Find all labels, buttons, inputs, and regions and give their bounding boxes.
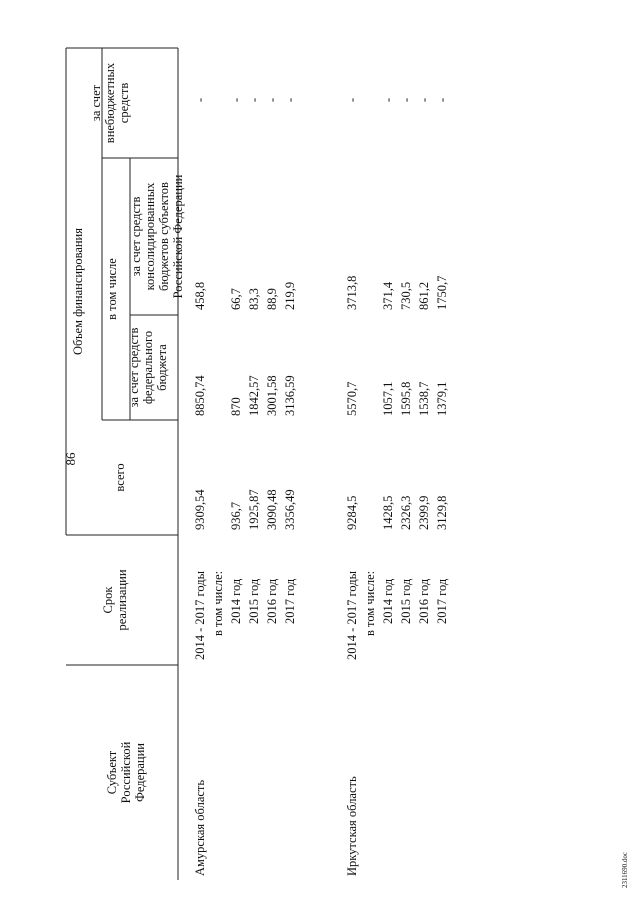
region-name: Иркутская область xyxy=(345,776,359,876)
header-subject: Субъект xyxy=(105,750,119,795)
row-total: 3090,48 xyxy=(265,489,279,530)
row-total: 9284,5 xyxy=(345,495,359,530)
row-federal: 1538,7 xyxy=(417,381,431,416)
row-regional: 66,7 xyxy=(229,288,243,310)
row-federal: 1379,1 xyxy=(435,381,449,416)
row-offbudget: - xyxy=(345,97,359,103)
header-offbudget: внебюджетных xyxy=(103,62,117,144)
page-number: 86 xyxy=(63,452,78,466)
header-total: всего xyxy=(113,463,127,492)
header-subject: Российской xyxy=(119,741,133,804)
row-offbudget: - xyxy=(399,97,413,103)
header-federal: за счет средств xyxy=(127,327,141,408)
row-regional: 3713,8 xyxy=(345,275,359,310)
row-total: 1925,87 xyxy=(247,489,261,530)
row-federal: 3136,59 xyxy=(283,375,297,416)
row-regional: 88,9 xyxy=(265,288,279,310)
row-offbudget: - xyxy=(247,97,261,103)
row-total: 9309,54 xyxy=(193,489,207,530)
row-total: 3129,8 xyxy=(435,495,449,530)
row-federal: 1842,57 xyxy=(247,375,261,416)
row-regional: 458,8 xyxy=(193,281,207,310)
row-regional: 83,3 xyxy=(247,288,261,310)
row-term: 2014 - 2017 годы xyxy=(345,570,359,660)
row-federal: 1057,1 xyxy=(381,381,395,416)
header-regional: Российской Федерации xyxy=(171,174,185,299)
row-total: 2326,3 xyxy=(399,495,413,530)
row-total: 3356,49 xyxy=(283,489,297,530)
row-regional: 371,4 xyxy=(381,281,395,310)
footer-doc-name: 2311690.doc xyxy=(621,851,629,889)
row-term: 2014 - 2017 годы xyxy=(193,570,207,660)
row-term: 2015 год xyxy=(399,578,413,624)
row-offbudget: - xyxy=(435,97,449,103)
row-regional: 730,5 xyxy=(399,281,413,310)
header-term: реализации xyxy=(115,569,129,631)
row-term: 2016 год xyxy=(265,578,279,624)
row-term: в том числе: xyxy=(211,570,225,636)
row-offbudget: - xyxy=(283,97,297,103)
row-term: 2017 год xyxy=(283,578,297,624)
row-federal: 5570,7 xyxy=(345,381,359,416)
header-including: в том числе xyxy=(105,258,119,320)
row-offbudget: - xyxy=(193,97,207,103)
header-subject: Федерации xyxy=(133,742,147,803)
row-federal: 8850,74 xyxy=(193,375,207,416)
row-offbudget: - xyxy=(381,97,395,103)
header-federal: федерального xyxy=(141,330,155,405)
header-regional: за счет средств xyxy=(129,196,143,277)
row-term: 2016 год xyxy=(417,578,431,624)
header-offbudget: за счет xyxy=(89,84,103,122)
row-term: 2014 год xyxy=(381,578,395,624)
row-offbudget: - xyxy=(417,97,431,103)
row-federal: 870 xyxy=(229,397,243,416)
header-regional: консолидированных xyxy=(143,182,157,291)
row-regional: 861,2 xyxy=(417,281,431,310)
row-total: 936,7 xyxy=(229,501,243,530)
region-name: Амурская область xyxy=(193,779,207,876)
row-total: 1428,5 xyxy=(381,495,395,530)
row-total: 2399,9 xyxy=(417,495,431,530)
row-offbudget: - xyxy=(265,97,279,103)
row-offbudget: - xyxy=(229,97,243,103)
header-funding: Объем финансирования xyxy=(71,228,85,355)
row-term: 2015 год xyxy=(247,578,261,624)
row-term: 2014 год xyxy=(229,578,243,624)
row-term: 2017 год xyxy=(435,578,449,624)
header-offbudget: средств xyxy=(117,82,131,124)
header-term: Срок xyxy=(101,586,115,614)
row-regional: 1750,7 xyxy=(435,275,449,310)
row-federal: 1595,8 xyxy=(399,381,413,416)
row-regional: 219,9 xyxy=(283,281,297,310)
row-term: в том числе: xyxy=(363,570,377,636)
row-federal: 3001,58 xyxy=(265,375,279,416)
header-regional: бюджетов субъектов xyxy=(157,182,171,291)
header-federal: бюджета xyxy=(155,344,169,391)
